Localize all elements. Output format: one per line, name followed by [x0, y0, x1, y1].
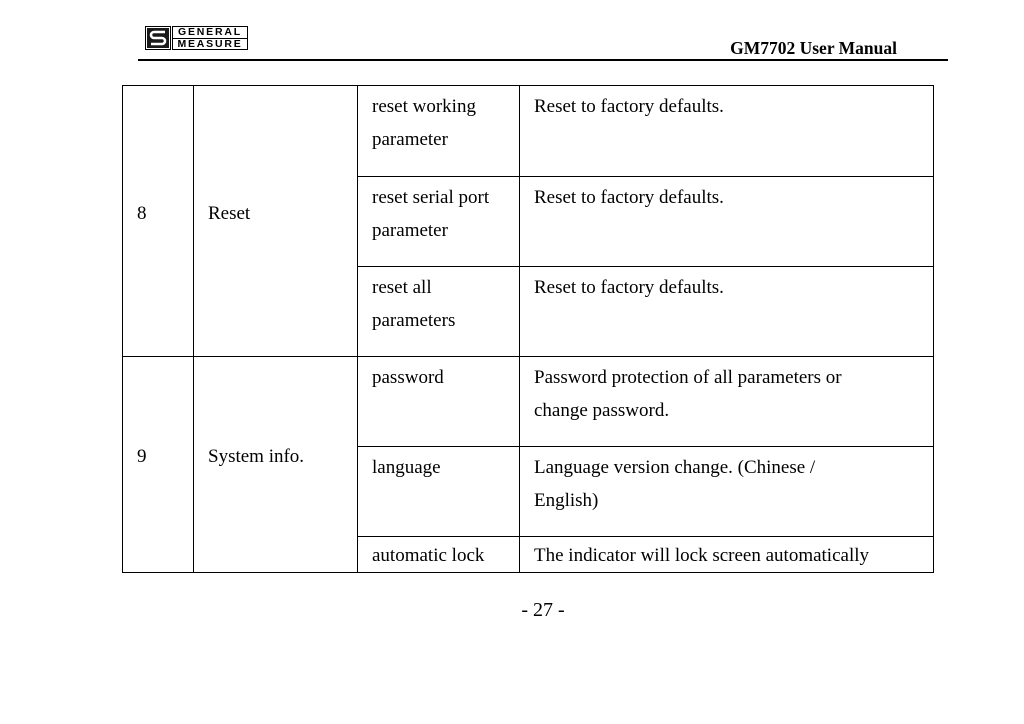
param-cell: [358, 357, 520, 447]
logo-text-top: GENERAL: [178, 26, 242, 38]
logo-text-bottom: MEASURE: [173, 38, 247, 50]
table-body: [123, 86, 934, 573]
table-row: [123, 86, 934, 177]
desc-cell: [520, 537, 934, 573]
item-name: System info.: [208, 446, 305, 467]
desc-cell: [520, 447, 934, 537]
desc-line: The indicator will lock screen automatically: [534, 545, 870, 566]
item-number-cell: [123, 357, 194, 573]
item-name-cell: [194, 357, 358, 573]
item-name: Reset: [208, 202, 251, 224]
param-line: reset serial port: [372, 187, 490, 208]
desc-line: English): [534, 490, 599, 511]
item-name-cell: [194, 86, 358, 357]
logo-wordmark: [172, 26, 248, 50]
document-title: GM7702 User Manual: [730, 38, 897, 58]
desc-cell: [520, 267, 934, 357]
param-cell: [358, 267, 520, 357]
logo-emblem-icon: [145, 26, 171, 50]
brand-logo: [145, 26, 248, 50]
item-number: 8: [137, 202, 147, 224]
param-line: automatic lock: [372, 545, 485, 566]
desc-line: Reset to factory defaults.: [534, 187, 724, 208]
param-cell: [358, 86, 520, 177]
param-line: parameters: [372, 310, 456, 331]
desc-line: Language version change. (Chinese /: [534, 457, 816, 478]
desc-cell: [520, 177, 934, 267]
desc-line: Reset to factory defaults.: [534, 96, 724, 117]
desc-line: change password.: [534, 400, 670, 421]
desc-line: Reset to factory defaults.: [534, 277, 724, 298]
param-line: reset working: [372, 96, 476, 117]
desc-line: Password protection of all parameters or: [534, 367, 842, 388]
item-number-cell: [123, 86, 194, 357]
desc-cell: [520, 357, 934, 447]
param-cell: [358, 177, 520, 267]
param-line: language: [372, 457, 441, 478]
param-line: parameter: [372, 220, 448, 241]
param-line: password: [372, 367, 444, 388]
table-row: [123, 357, 934, 447]
header-rule: [138, 59, 948, 61]
param-line: reset all: [372, 277, 432, 298]
desc-cell: [520, 86, 934, 177]
param-cell: [358, 447, 520, 537]
page-number: - 27 -: [521, 599, 565, 621]
param-line: parameter: [372, 129, 448, 150]
item-number: 9: [137, 446, 147, 467]
param-cell: [358, 537, 520, 573]
parameter-table: [122, 85, 934, 573]
